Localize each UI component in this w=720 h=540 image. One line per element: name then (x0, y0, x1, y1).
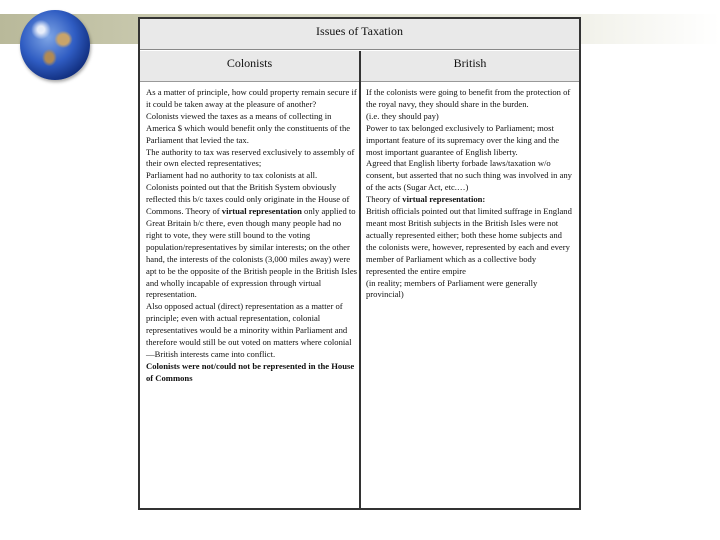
virtual-representation-term: virtual representation (221, 206, 302, 217)
colonists-column (146, 87, 357, 385)
colonists-text-span: Colonists pointed out that the British System obviously reflected this b/c taxes could only originate in the House of Commons. Theory of (146, 182, 350, 217)
british-text: (in reality; members of Parliament were generally provincial) (366, 277, 538, 300)
colonists-conclusion (146, 361, 357, 385)
british-text: Power to tax belonged exclusively to Parliament; most important feature of its supremacy over the king and the most important guarantee of English liberty. (366, 122, 560, 157)
virtual-representation-term: virtual representation: (402, 194, 486, 205)
table-title: Issues of Taxation (140, 19, 579, 50)
header-colonists: Colonists (140, 51, 361, 81)
british-text: British officials pointed out that limited suffrage in England meant most British subjects in the British Isles were not actually represented either; both these home subjects and the colonists were, however, represented by each and every member of Parliament which as a collective body represented the entire empire (366, 206, 572, 276)
colonists-text: The authority to tax was reserved exclusively to assembly of their own elected representatives; (146, 146, 355, 169)
colonists-text: As a matter of principle, how could property remain secure if it could be taken away at the pleasure of another? (146, 87, 357, 109)
british-text (366, 194, 574, 206)
colonists-conclusion-text: Colonists were not/could not be represented in the House of Commons (146, 360, 355, 383)
british-column (366, 87, 574, 301)
globe-icon (20, 10, 90, 80)
british-text: Agreed that English liberty forbade laws/taxation w/o consent, but asserted that no such thing was involved in any of the acts (Sugar Act, etc.…) (366, 158, 572, 193)
taxation-table (138, 17, 581, 510)
british-text: If the colonists were going to benefit from the protection of the royal navy, they should share in the burden. (366, 87, 571, 109)
colonists-text-span: only applied to Great Britain b/c there, even though many people had no right to vote, they were still bound to the voting population/representatives by similar interests; on the other hand, the interests of the colonists (3,000 miles away) were apt to be the opposite of the British people in the British Isles and wholly incapable of expression through virtual representation. (146, 206, 357, 300)
colonists-text: Also opposed actual (direct) representation as a matter of principle; even with actual representation, colonial representatives would be a minority within Parliament and therefore would still be out voted on matters where colonial—British interests came into conflict. (146, 301, 352, 359)
header-british: British (361, 51, 579, 81)
colonists-text: Parliament had no authority to tax colonists at all. (146, 170, 318, 181)
british-text-span: Theory of (366, 194, 403, 205)
column-divider (359, 81, 361, 508)
colonists-text: Colonists viewed the taxes as a means of collecting in America $ which would benefit only the constituents of the Parliament that levied the tax. (146, 110, 351, 145)
colonists-text (146, 182, 357, 301)
british-text: (i.e. they should pay) (366, 110, 439, 121)
